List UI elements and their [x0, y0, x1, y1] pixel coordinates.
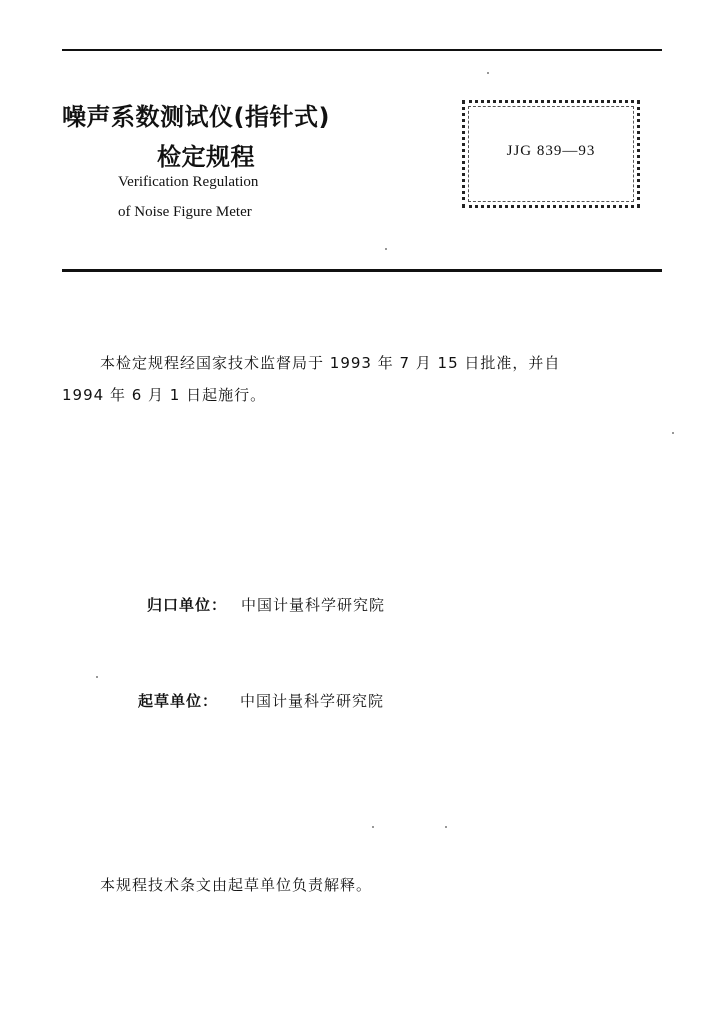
responsible-unit [147, 594, 385, 615]
english-title-line-1: Verification Regulation [118, 174, 259, 190]
interpretation-statement: 本规程技术条文由起草单位负责解释。 [100, 876, 373, 894]
scan-speck [445, 826, 447, 828]
scan-speck [385, 248, 387, 250]
header-bottom-rule-thick [62, 269, 662, 272]
top-rule [62, 49, 662, 51]
drafting-unit-label: 起草单位： [138, 692, 219, 710]
title-line-2: 检定规程 [157, 143, 255, 171]
drafting-unit [138, 690, 384, 711]
standard-code-box [462, 100, 640, 208]
english-title-line-2: of Noise Figure Meter [118, 204, 252, 220]
title-line-1: 噪声系数测试仪(指针式) [62, 103, 330, 131]
responsible-unit-label: 归口单位： [147, 596, 228, 614]
standard-code: JJG 839—93 [506, 143, 596, 159]
approval-text-line-1: 本检定规程经国家技术监督局于 1993 年 7 月 15 日批准，并自 [100, 354, 561, 372]
scan-speck [372, 826, 374, 828]
responsible-unit-value: 中国计量科学研究院 [241, 596, 386, 614]
drafting-unit-value: 中国计量科学研究院 [240, 692, 385, 710]
approval-text-line-2: 1994 年 6 月 1 日起施行。 [62, 386, 267, 404]
scan-speck [672, 432, 674, 434]
scan-speck [487, 72, 489, 74]
scan-speck [96, 676, 98, 678]
